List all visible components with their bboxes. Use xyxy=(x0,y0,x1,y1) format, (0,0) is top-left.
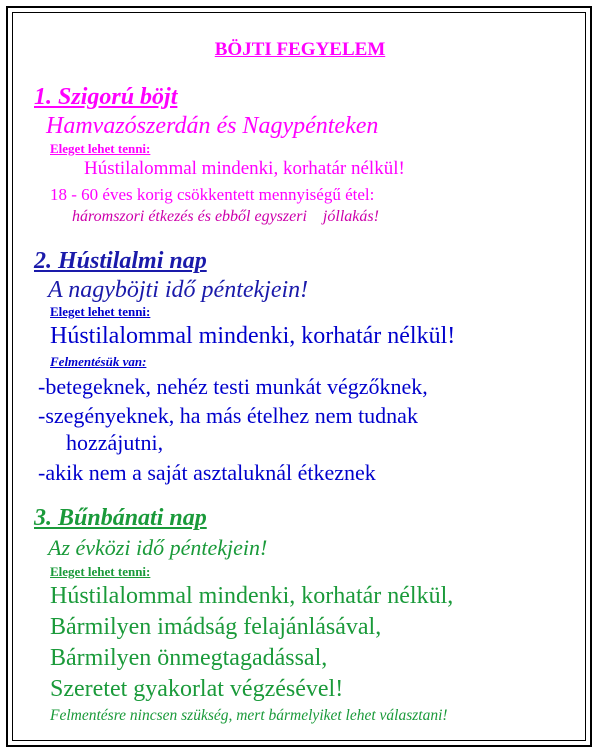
section-3-line: Bármilyen önmegtagadással, xyxy=(50,645,328,671)
section-2-exempt-label: Felmentésük van: xyxy=(50,354,147,369)
section-2-sub-label: Eleget lehet tenni: xyxy=(50,304,151,319)
section-3-sub-label: Eleget lehet tenni: xyxy=(50,564,151,579)
section-3-heading: 3. Bűnbánati nap xyxy=(34,505,207,531)
section-3-when: Az évközi idő péntekjein! xyxy=(48,535,268,560)
section-1-sub-label: Eleget lehet tenni: xyxy=(50,141,151,156)
section-1-line: Hústilalommal mindenki, korhatár nélkül! xyxy=(84,158,405,179)
section-2-when: A nagyböjti idő péntekjein! xyxy=(48,277,309,303)
section-3-line: Szeretet gyakorlat végzésével! xyxy=(50,676,344,702)
section-2-exempt-line: -szegényeknek, ha más ételhez nem tudnak xyxy=(38,403,418,428)
section-2-heading: 2. Hústilalmi nap xyxy=(34,248,207,274)
section-1-line: 18 - 60 éves korig csökkentett mennyiségű étel: xyxy=(50,185,375,204)
section-2-main-line: Hústilalommal mindenki, korhatár nélkül! xyxy=(50,323,456,349)
section-3-line: Hústilalommal mindenki, korhatár nélkül, xyxy=(50,583,454,609)
section-1-heading: 1. Szigorú böjt xyxy=(34,84,178,110)
section-2-exempt-line: hozzájutni, xyxy=(66,430,164,455)
section-1-line: háromszori étkezés és ebből egyszeri jóllakás! xyxy=(72,208,379,225)
section-3-line: Bármilyen imádság felajánlásával, xyxy=(50,614,382,640)
page-title: BÖJTI FEGYELEM xyxy=(214,39,386,60)
section-2-exempt-line: -akik nem a saját asztaluknál étkeznek xyxy=(38,460,376,485)
section-1-when: Hamvazószerdán és Nagypénteken xyxy=(46,113,379,139)
section-2-exempt-line: -betegeknek, nehéz testi munkát végzőknek, xyxy=(38,374,428,399)
section-3-note: Felmentésre nincsen szükség, mert bármelyiket lehet választani! xyxy=(50,707,448,724)
